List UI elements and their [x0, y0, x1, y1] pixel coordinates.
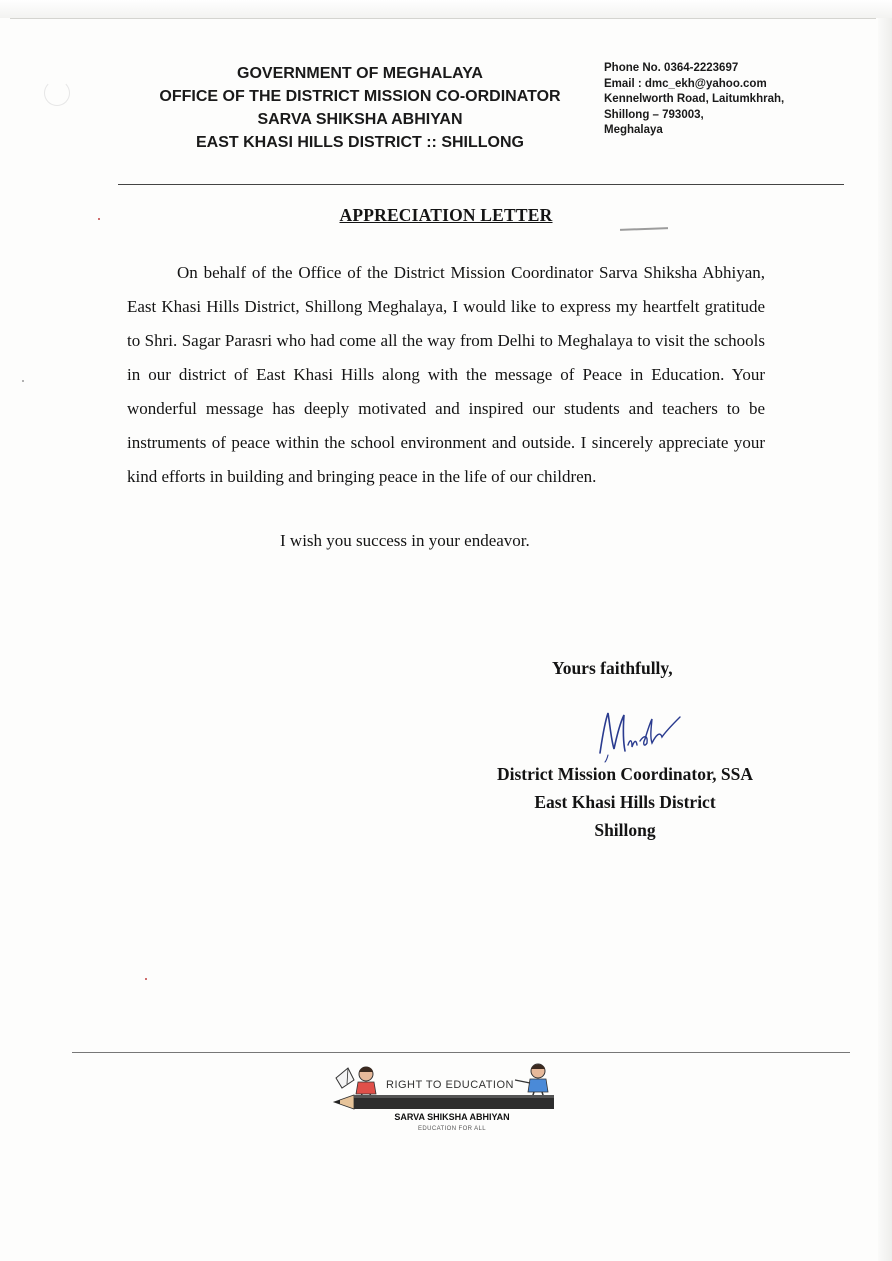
footer-divider: [72, 1052, 850, 1053]
contact-phone: Phone No. 0364-2223697: [604, 62, 739, 74]
letter-paragraph: On behalf of the Office of the District Mission Coordinator Sarva Shiksha Abhiyan, East Khasi Hills District, Shillong Meghalaya, I would like to express my heartfelt gratitude to Shri. Sagar Parasri who had come all the way from Delhi to Meghalaya to visit the schools in our district of East Khasi Hills along with the message of Peace in Education. Your wonderful message has deeply motivated and inspired our students and teachers to be instruments of peace within the school environment and outside. I sincerely appreciate your kind efforts in building and bringing peace in the life of our children.: [127, 263, 765, 486]
letterhead-line-district: EAST KHASI HILLS DISTRICT :: SHILLONG: [196, 134, 524, 151]
letter-body: [127, 256, 765, 494]
scan-speck: [22, 380, 24, 382]
logo-subtitle: EDUCATION FOR ALL: [417, 1126, 487, 1132]
signatory-city: Shillong: [594, 820, 656, 840]
contact-email: Email : dmc_ekh@yahoo.com: [604, 77, 767, 90]
letter-closing: Yours faithfully,: [552, 658, 673, 678]
letterhead-title-block: [130, 62, 590, 154]
scan-speck: [145, 978, 147, 980]
punch-hole-mark: [44, 80, 70, 106]
scan-top-edge: [0, 0, 892, 18]
letterhead-line-program: SARVA SHIKSHA ABHIYAN: [257, 111, 463, 128]
logo-tagline-rte: RIGHT TO EDUCATION: [386, 1079, 514, 1091]
ssa-logo: [330, 1060, 562, 1132]
scan-paper-edge: [10, 18, 876, 19]
child-pointing-icon: [515, 1064, 548, 1098]
signatory-district: East Khasi Hills District: [534, 792, 716, 812]
letterhead-line-office: OFFICE OF THE DISTRICT MISSION CO-ORDINATOR: [159, 88, 561, 105]
handwritten-signature: [590, 705, 685, 763]
pen-mark: [620, 227, 668, 231]
letterhead-contact-block: [604, 61, 804, 139]
contact-address-street: Kennelworth Road, Laitumkhrah,: [604, 93, 785, 105]
signatory-block: [470, 760, 780, 844]
letterhead-divider: [118, 184, 844, 185]
scan-speck: [98, 218, 100, 220]
logo-title-ssa: SARVA SHIKSHA ABHIYAN: [394, 1112, 510, 1122]
signatory-title: District Mission Coordinator, SSA: [496, 764, 754, 784]
contact-address-city: Shillong – 793003,: [604, 108, 704, 121]
letter-wish: I wish you success in your endeavor.: [280, 531, 530, 550]
letter-heading: APPRECIATION LETTER: [339, 205, 553, 225]
contact-address-state: Meghalaya: [604, 124, 663, 136]
letterhead-line-government: GOVERNMENT OF MEGHALAYA: [237, 65, 483, 82]
